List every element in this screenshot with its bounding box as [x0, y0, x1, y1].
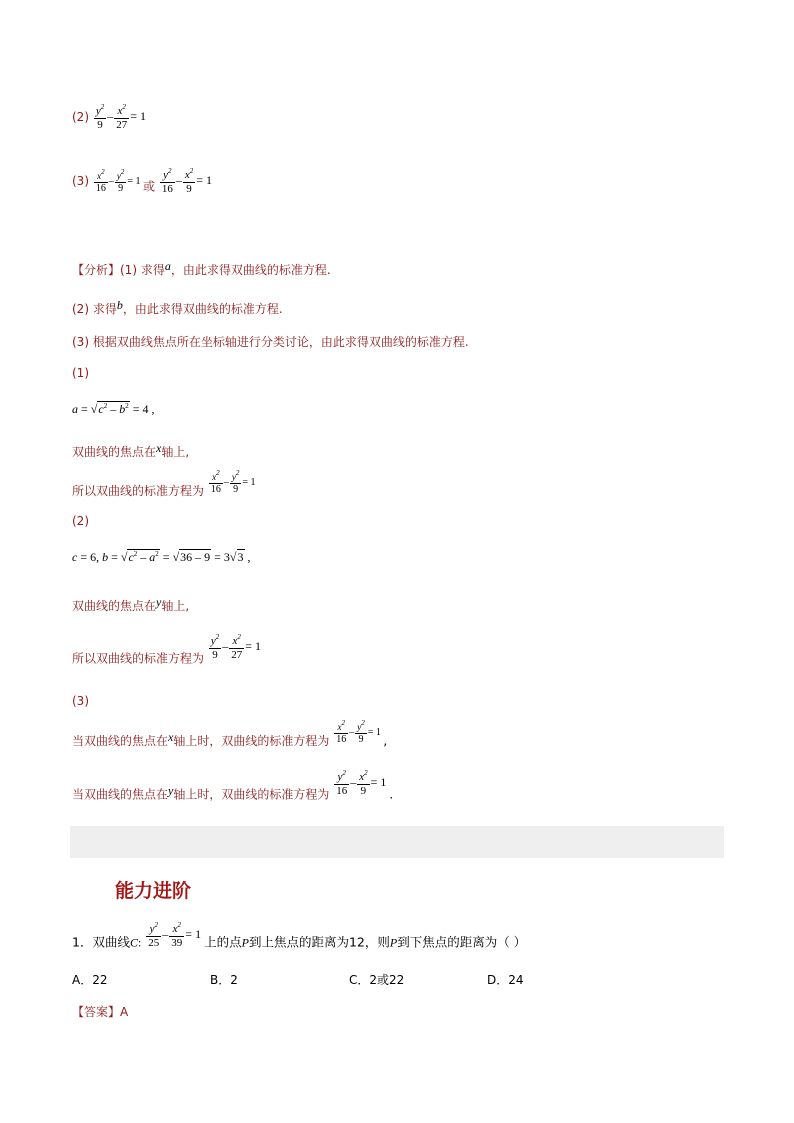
solution-eq-3y: $\frac{y^2}{16}$ – $\frac{x^2}{9}$ = 1 — [336, 769, 390, 797]
eq3-formula-a: $\frac{x^2}{16}$ – $\frac{y^2}{9}$ = 1 — [95, 168, 143, 195]
solution-eq-a: $a = √c^2 - b^2 = 4$ , — [72, 402, 155, 416]
eq3-formula-b: $\frac{y^2}{16}$ – $\frac{x^2}{9}$ = 1 — [161, 167, 212, 195]
analysis-line-2: (2) 求得b，由此求得双曲线的标准方程. — [72, 298, 283, 316]
eq3-label: (3) — [72, 173, 89, 188]
option-b[interactable]: B．2 — [210, 973, 238, 987]
option-c[interactable]: C．2或22 — [349, 973, 405, 987]
section-divider-band — [70, 826, 724, 858]
solution-focus-2: 双曲线的焦点在y轴上, — [72, 595, 190, 613]
eq3-top — [72, 168, 212, 195]
solution-eq-1: $\frac{x^2}{16}$ – $\frac{y^2}{9}$ = 1 — [210, 469, 256, 495]
solution-conclusion-2: 所以双曲线的标准方程为 $\frac{y^2}{9}$ – $\frac{x^2}{27}$ = 1 — [72, 633, 262, 666]
answer: 【答案】A — [72, 1005, 129, 1019]
analysis-line-1: 【分析】(1) 求得a，由此求得双曲线的标准方程. — [72, 259, 331, 277]
option-d[interactable]: D．24 — [487, 973, 524, 987]
eq2-top — [72, 104, 146, 131]
solution-case-y: 当双曲线的焦点在y轴上时，双曲线的标准方程为 $\frac{y^2}{16}$ – $\frac{x^2}{9}$ = 1 . — [72, 769, 394, 802]
solution-case-x: 当双曲线的焦点在x轴上时，双曲线的标准方程为 $\frac{x^2}{16}$ – $\frac{y^2}{9}$ = 1 , — [72, 719, 388, 748]
eq2-label: (2) — [72, 109, 89, 124]
solution-conclusion-1: 所以双曲线的标准方程为 $\frac{x^2}{16}$ – $\frac{y^2}{9}$ = 1 — [72, 469, 256, 498]
solution-eq-2: $\frac{y^2}{9}$ – $\frac{x^2}{27}$ = 1 — [210, 633, 262, 661]
solution-eq-3x: $\frac{x^2}{16}$ – $\frac{y^2}{9}$ = 1 — [336, 719, 384, 745]
solution-label-1: (1) — [72, 366, 89, 380]
analysis-line-3: (3) 根据双曲线焦点所在坐标轴进行分类讨论，由此求得双曲线的标准方程. — [72, 335, 469, 349]
eq2-formula: $\frac{y^2}{9}$ – $\frac{x^2}{27}$ = 1 — [95, 103, 146, 131]
solution-eq-c: c = 6, $b = √c^2 - a^2 = √36 - 9 = 3√3$ , — [72, 550, 251, 564]
question-1: 1．双曲线C: $\frac{y^2}{25}$ – $\frac{x^2}{39}$ = 1 上的点P到上焦点的距离为12，则P到下焦点的距离为（ ） — [72, 921, 527, 950]
solution-label-3: (3) — [72, 694, 89, 708]
question-eq: $\frac{y^2}{25}$ – $\frac{x^2}{39}$ = 1 — [148, 921, 205, 949]
solution-label-2: (2) — [72, 514, 89, 528]
option-a[interactable]: A．22 — [72, 973, 108, 987]
section-heading: 能力进阶 — [115, 880, 192, 902]
solution-focus-1: 双曲线的焦点在x轴上, — [72, 441, 190, 459]
eq3-or: 或 — [142, 179, 155, 194]
